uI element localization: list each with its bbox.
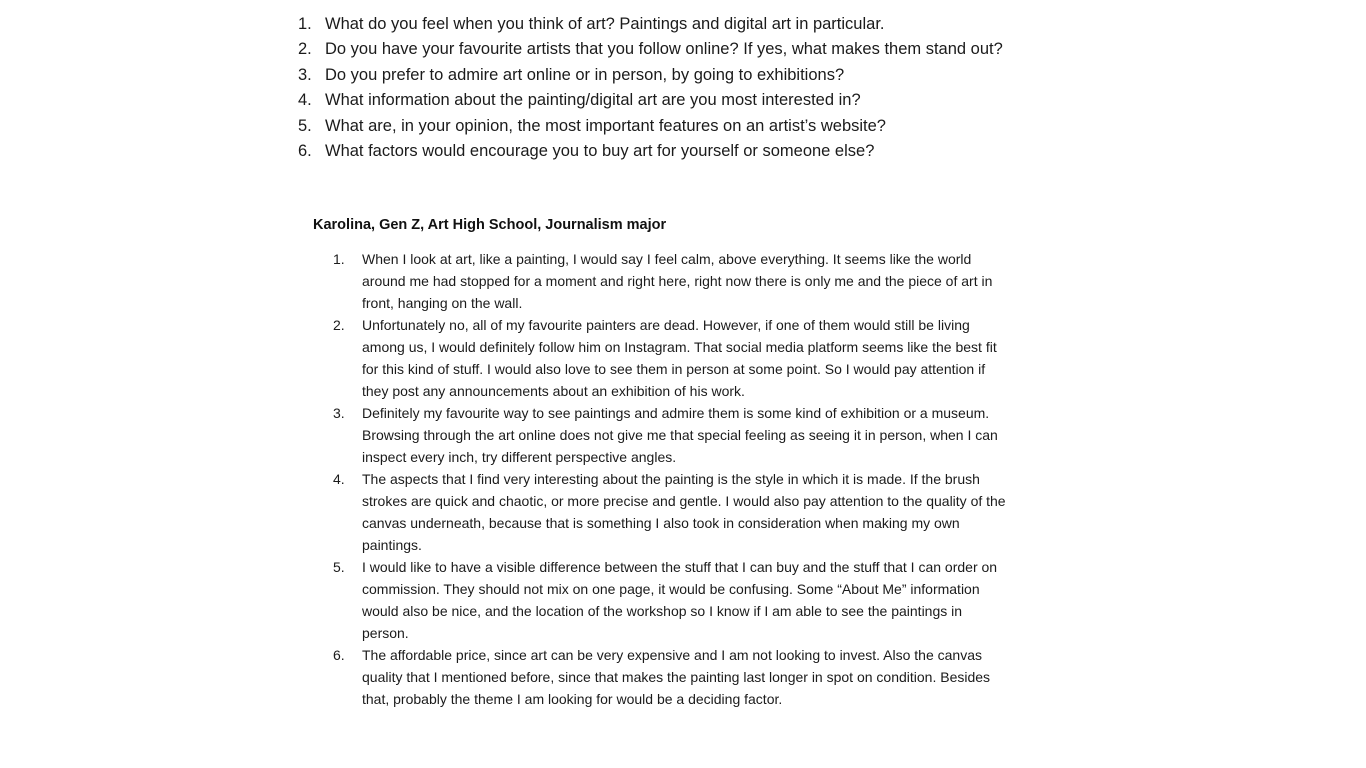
answer-number: 2.: [333, 317, 345, 333]
question-item: [298, 37, 1038, 62]
question-number: 5.: [298, 116, 312, 135]
answer-text: The affordable price, since art can be very expensive and I am not looking to invest. Also the canvas quality that I mentioned before, since that makes the painting last longer in spot on condition. Besides that, probably the theme I am looking for would be a deciding factor.: [362, 647, 991, 707]
question-text: Do you have your favourite artists that you follow online? If yes, what makes them stand out?: [325, 40, 1003, 59]
answer-item: [333, 248, 1023, 314]
answer-number: 5.: [333, 559, 345, 575]
answer-item: [333, 644, 1023, 710]
question-text: What factors would encourage you to buy art for yourself or someone else?: [325, 142, 875, 161]
question-number: 4.: [298, 91, 312, 110]
question-text: Do you prefer to admire art online or in person, by going to exhibitions?: [325, 65, 845, 84]
question-text: What information about the painting/digital art are you most interested in?: [325, 91, 861, 110]
question-item: [298, 114, 1038, 139]
question-text: What are, in your opinion, the most important features on an artist’s website?: [325, 116, 886, 135]
question-number: 3.: [298, 65, 312, 84]
question-number: 1.: [298, 15, 312, 33]
respondent-heading: Karolina, Gen Z, Art High School, Journalism major: [313, 217, 667, 233]
question-item: [298, 88, 1038, 113]
question-number: 6.: [298, 142, 312, 161]
answer-number: 4.: [333, 471, 345, 487]
question-text: What do you feel when you think of art? Paintings and digital art in particular.: [325, 15, 885, 33]
respondent-answers-list: [333, 248, 1023, 710]
question-number: 2.: [298, 40, 312, 59]
answer-text: Unfortunately no, all of my favourite painters are dead. However, if one of them would still be living among us, I would definitely follow him on Instagram. That social media platform seems like the best fit for this kind of stuff. I would also love to see them in person at some point. So I would pay attention if they post any announcements about an exhibition of his work.: [362, 317, 997, 399]
answer-item: [333, 468, 1023, 556]
answer-item: [333, 314, 1023, 402]
question-item: [298, 63, 1038, 88]
answer-item: [333, 402, 1023, 468]
answer-text: Definitely my favourite way to see paintings and admire them is some kind of exhibition or a museum. Browsing through the art online does not give me that special feeling as seeing it in person, when I can inspect every inch, try different perspective angles.: [362, 405, 998, 465]
interview-questions-list: [298, 12, 1038, 164]
question-item: [298, 12, 1038, 37]
answer-number: 1.: [333, 251, 345, 267]
answer-text: When I look at art, like a painting, I would say I feel calm, above everything. It seems like the world around me had stopped for a moment and right here, right now there is only me and the piece of art in front, hanging on the wall.: [362, 251, 993, 311]
answer-number: 3.: [333, 405, 345, 421]
answer-number: 6.: [333, 647, 345, 663]
answer-item: [333, 556, 1023, 644]
answer-text: The aspects that I find very interesting about the painting is the style in which it is made. If the brush strokes are quick and chaotic, or more precise and gentle. I would also pay attention to the quality of the canvas underneath, because that is something I also took in consideration when making my own paintings.: [362, 471, 1006, 553]
question-item: [298, 139, 1038, 164]
answer-text: I would like to have a visible difference between the stuff that I can buy and the stuff that I can order on commission. They should not mix on one page, it would be confusing. Some “About Me” information would also be nice, and the location of the workshop so I know if I am able to see the paintings in person.: [362, 559, 998, 641]
